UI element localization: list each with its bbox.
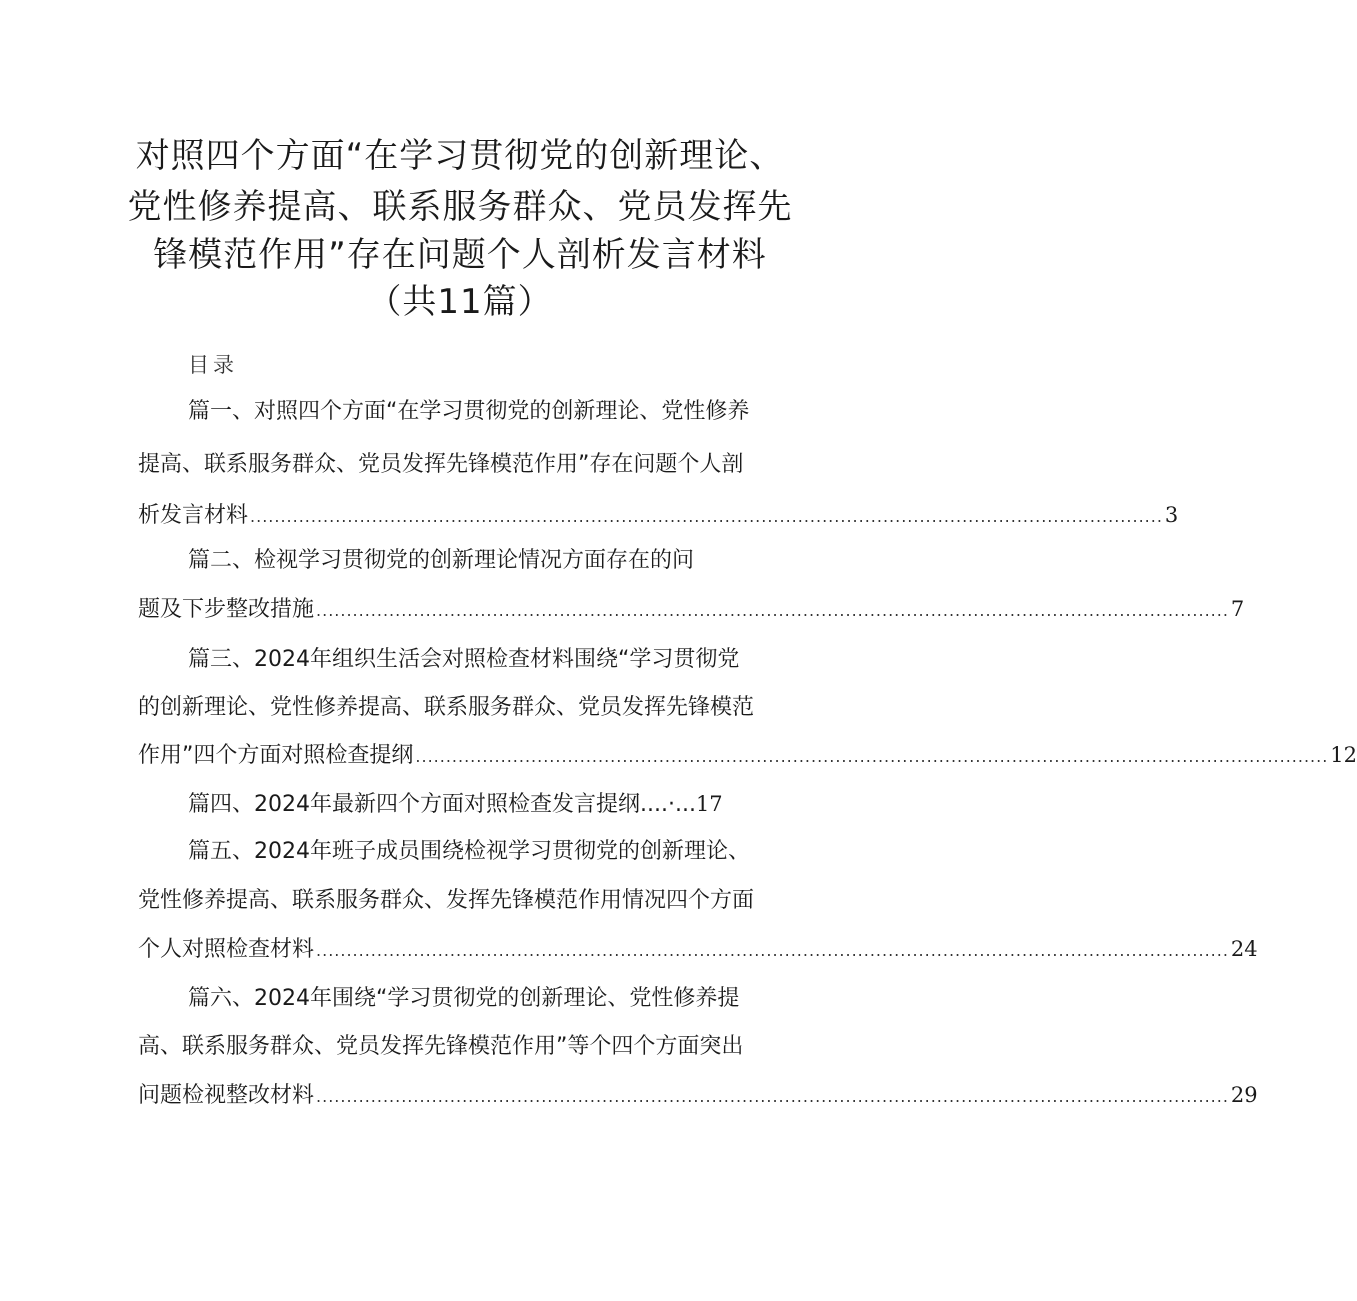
toc-entry-5-line-3: 个人对照检查材料 bbox=[138, 937, 315, 962]
toc-entry-5-page: 24 bbox=[1230, 937, 1258, 961]
toc-entry-4[interactable] bbox=[188, 789, 723, 820]
toc-entry-1-line-2[interactable]: 提高、联系服务群众、党员发挥先锋模范作用”存在问题个人剖 bbox=[138, 452, 744, 477]
toc-entry-6-line-1[interactable]: 篇六、2024年围绕“学习贯彻党的创新理论、党性修养提 bbox=[188, 986, 740, 1011]
dot-leader: ...................................................................................................................................................... bbox=[316, 601, 1229, 620]
toc-entry-4-text: 篇四、2024年最新四个方面对照检查发言提纲....·... bbox=[188, 792, 696, 817]
toc-entry-3-line-1[interactable]: 篇三、2024年组织生活会对照检查材料围绕“学习贯彻党 bbox=[188, 647, 740, 672]
dot-leader: ...................................................................................................................................................... bbox=[316, 1087, 1229, 1106]
dot-leader: ...................................................................................................................................................... bbox=[415, 747, 1329, 766]
doc-title-line-1: 对照四个方面“在学习贯彻党的创新理论、 bbox=[135, 136, 785, 176]
toc-entry-4-page: 17 bbox=[695, 792, 723, 816]
toc-entry-6-page: 29 bbox=[1230, 1083, 1258, 1107]
toc-entry-2-leader-line[interactable] bbox=[138, 594, 1245, 626]
toc-entry-1-line-1[interactable]: 篇一、对照四个方面“在学习贯彻党的创新理论、党性修养 bbox=[188, 399, 750, 424]
toc-entry-1-page: 3 bbox=[1164, 503, 1179, 527]
doc-title-line-3: 锋模范作用”存在问题个人剖析发言材料 bbox=[153, 235, 767, 275]
toc-entry-6-line-3: 问题检视整改材料 bbox=[138, 1083, 315, 1108]
doc-title-line-2: 党性修养提高、联系服务群众、党员发挥先 bbox=[127, 187, 793, 227]
toc-entry-1-line-3: 析发言材料 bbox=[138, 503, 249, 528]
dot-leader: ...................................................................................................................................................... bbox=[316, 941, 1229, 960]
toc-entry-6-line-2[interactable]: 高、联系服务群众、党员发挥先锋模范作用”等个四个方面突出 bbox=[138, 1034, 744, 1059]
toc-entry-2-line-2: 题及下步整改措施 bbox=[138, 597, 315, 622]
doc-title-line-4: （共11篇） bbox=[367, 282, 553, 322]
toc-entry-3-page: 12 bbox=[1330, 743, 1357, 767]
toc-entry-1-leader-line[interactable] bbox=[138, 500, 1179, 532]
toc-heading: 目录 bbox=[188, 353, 238, 377]
toc-entry-3-leader-line[interactable] bbox=[138, 740, 1357, 772]
toc-entry-3-line-2[interactable]: 的创新理论、党性修养提高、联系服务群众、党员发挥先锋模范 bbox=[138, 695, 755, 720]
dot-leader: ...................................................................................................................................................... bbox=[250, 507, 1163, 526]
toc-entry-2-page: 7 bbox=[1230, 597, 1245, 621]
toc-entry-3-line-3: 作用”四个方面对照检查提纲 bbox=[138, 743, 414, 768]
toc-entry-2-line-1[interactable]: 篇二、检视学习贯彻党的创新理论情况方面存在的问 bbox=[188, 548, 695, 573]
toc-entry-5-line-1[interactable]: 篇五、2024年班子成员围绕检视学习贯彻党的创新理论、 bbox=[188, 839, 750, 864]
toc-entry-6-leader-line[interactable] bbox=[138, 1080, 1258, 1112]
toc-entry-5-leader-line[interactable] bbox=[138, 934, 1258, 966]
toc-entry-5-line-2[interactable]: 党性修养提高、联系服务群众、发挥先锋模范作用情况四个方面 bbox=[138, 888, 755, 913]
